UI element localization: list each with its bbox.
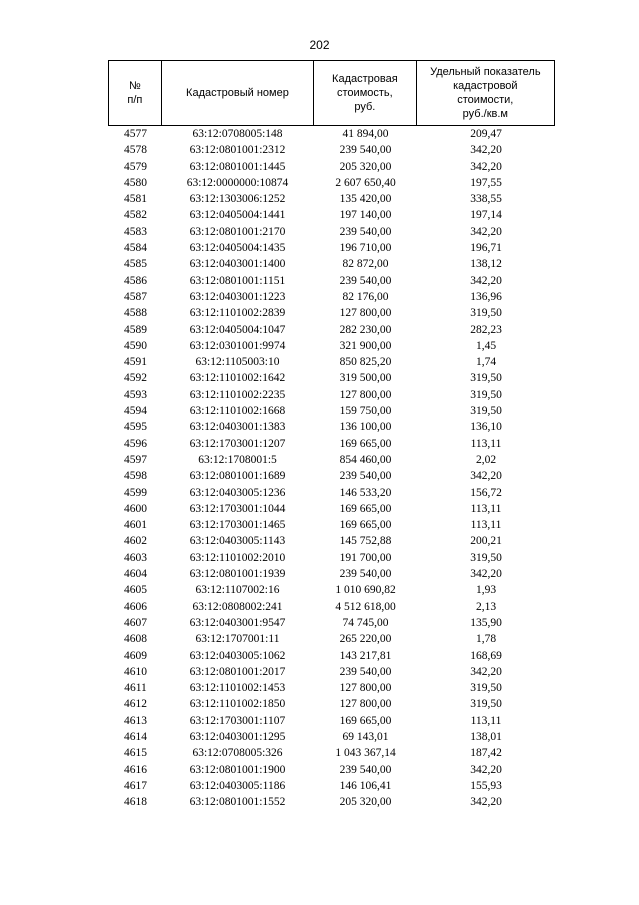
- row-cadastral-number: 63:12:0808002:241: [192, 600, 283, 613]
- row-cadastral-value: 239 540,00: [339, 763, 392, 776]
- row-num: 4617: [124, 779, 147, 792]
- row-specific-indicator: 200,21: [470, 535, 502, 548]
- header-num-label: № п/п: [127, 80, 143, 106]
- table-row: [108, 631, 555, 647]
- row-cadastral-value: 1 043 367,14: [335, 747, 396, 760]
- row-cadastral-value: 74 745,00: [342, 616, 389, 629]
- row-num: 4595: [124, 421, 147, 434]
- row-num: 4579: [124, 160, 147, 173]
- row-cadastral-value: 143 217,81: [339, 649, 392, 662]
- row-cadastral-value: 169 665,00: [339, 502, 392, 515]
- row-cadastral-value: 239 540,00: [339, 470, 392, 483]
- table-row: [108, 240, 555, 256]
- row-cadastral-value: 41 894,00: [342, 128, 389, 140]
- row-specific-indicator: 342,20: [470, 160, 502, 173]
- row-specific-indicator: 342,20: [470, 568, 502, 581]
- row-specific-indicator: 138,01: [470, 730, 502, 743]
- row-specific-indicator: 342,20: [470, 470, 502, 483]
- table-row: [108, 778, 555, 794]
- row-cadastral-value: 1 010 690,82: [335, 584, 396, 597]
- table-row: [108, 533, 555, 549]
- row-cadastral-number: 63:12:0405004:1435: [189, 242, 286, 255]
- row-cadastral-number: 63:12:0403001:9547: [189, 616, 286, 629]
- row-cadastral-value: 196 710,00: [339, 242, 392, 255]
- row-num: 4597: [124, 453, 147, 466]
- row-specific-indicator: 1,78: [475, 633, 497, 646]
- header-specific-indicator: [417, 61, 554, 125]
- cadastral-table: [108, 60, 555, 810]
- row-num: 4578: [124, 144, 147, 157]
- row-cadastral-value: 321 900,00: [339, 339, 392, 352]
- table-row: [108, 419, 555, 435]
- row-specific-indicator: 319,50: [470, 388, 502, 401]
- table-row: [108, 713, 555, 729]
- row-cadastral-number: 63:12:1101002:2235: [189, 388, 286, 401]
- row-specific-indicator: 342,20: [470, 274, 502, 287]
- table-row: [108, 224, 555, 240]
- table-row: [108, 550, 555, 566]
- header-cadastral-value: [314, 61, 417, 125]
- row-specific-indicator: 2,13: [475, 600, 497, 613]
- row-cadastral-number: 63:12:0301001:9974: [189, 339, 286, 352]
- row-num: 4585: [124, 258, 147, 271]
- row-cadastral-value: 239 540,00: [339, 568, 392, 581]
- row-cadastral-value: 127 800,00: [339, 388, 392, 401]
- row-cadastral-value: 850 825,20: [339, 356, 392, 369]
- row-cadastral-number: 63:12:1703001:1107: [189, 714, 286, 727]
- row-specific-indicator: 136,10: [470, 421, 502, 434]
- row-cadastral-value: 205 320,00: [339, 160, 392, 173]
- row-cadastral-value: 127 800,00: [339, 307, 392, 320]
- row-specific-indicator: 1,93: [475, 584, 497, 597]
- table-row: [108, 387, 555, 403]
- row-cadastral-number: 63:12:0801001:2170: [189, 225, 286, 238]
- row-cadastral-number: 63:12:1708001:5: [198, 453, 277, 466]
- table-row: [108, 680, 555, 696]
- table-row: [108, 338, 555, 354]
- row-cadastral-value: 282 230,00: [339, 323, 392, 336]
- table-row: [108, 436, 555, 452]
- row-specific-indicator: 197,14: [470, 209, 502, 222]
- table-row: [108, 142, 555, 158]
- row-cadastral-value: 135 420,00: [339, 193, 392, 206]
- row-cadastral-value: 191 700,00: [339, 551, 392, 564]
- table-row: [108, 582, 555, 598]
- row-cadastral-value: 169 665,00: [339, 714, 392, 727]
- row-num: 4588: [124, 307, 147, 320]
- row-cadastral-number: 63:12:1101002:1668: [189, 405, 286, 418]
- row-cadastral-number: 63:12:1107002:16: [195, 584, 280, 597]
- row-cadastral-number: 63:12:1105003:10: [195, 356, 280, 369]
- row-cadastral-value: 127 800,00: [339, 682, 392, 695]
- row-specific-indicator: 135,90: [470, 616, 502, 629]
- row-num: 4609: [124, 649, 147, 662]
- table-row: [108, 566, 555, 582]
- row-cadastral-number: 63:12:0405004:1441: [189, 209, 286, 222]
- row-num: 4615: [124, 747, 147, 760]
- row-cadastral-number: 63:12:0708005:148: [192, 128, 283, 140]
- row-cadastral-value: 239 540,00: [339, 274, 392, 287]
- row-specific-indicator: 282,23: [470, 323, 502, 336]
- row-specific-indicator: 2,02: [475, 453, 497, 466]
- row-cadastral-number: 63:12:0801001:1151: [189, 274, 286, 287]
- row-num: 4577: [124, 128, 147, 140]
- row-cadastral-value: 136 100,00: [339, 421, 392, 434]
- row-num: 4580: [124, 176, 147, 189]
- row-cadastral-number: 63:12:0801001:2017: [189, 665, 286, 678]
- row-num: 4608: [124, 633, 147, 646]
- table-row: [108, 599, 555, 615]
- row-cadastral-value: 146 106,41: [339, 779, 392, 792]
- row-specific-indicator: 155,93: [470, 779, 502, 792]
- row-specific-indicator: 319,50: [470, 698, 502, 711]
- row-specific-indicator: 196,71: [470, 242, 502, 255]
- table-row: [108, 322, 555, 338]
- row-cadastral-value: 854 460,00: [339, 453, 392, 466]
- row-specific-indicator: 319,50: [470, 307, 502, 320]
- table-row: [108, 696, 555, 712]
- row-specific-indicator: 1,74: [475, 356, 497, 369]
- table-row: [108, 485, 555, 501]
- row-cadastral-number: 63:12:0403001:1383: [189, 421, 286, 434]
- row-num: 4590: [124, 339, 147, 352]
- row-cadastral-value: 82 176,00: [342, 290, 389, 303]
- row-cadastral-value: 319 500,00: [339, 372, 392, 385]
- row-cadastral-number: 63:12:0405004:1047: [189, 323, 286, 336]
- row-cadastral-value: 169 665,00: [339, 519, 392, 532]
- row-cadastral-number: 63:12:1101002:2010: [189, 551, 286, 564]
- row-cadastral-value: 159 750,00: [339, 405, 392, 418]
- row-num: 4612: [124, 698, 147, 711]
- header-cadastral-value-label: Кадастровая стоимость, руб.: [332, 73, 398, 113]
- row-num: 4614: [124, 730, 147, 743]
- header-cadastral-number-label: Кадастровый номер: [186, 87, 289, 99]
- row-cadastral-number: 63:12:1707001:11: [195, 633, 280, 646]
- row-cadastral-number: 63:12:0708005:326: [192, 747, 283, 760]
- row-specific-indicator: 342,20: [470, 665, 502, 678]
- row-specific-indicator: 338,55: [470, 193, 502, 206]
- row-num: 4598: [124, 470, 147, 483]
- table-row: [108, 468, 555, 484]
- row-num: 4600: [124, 502, 147, 515]
- row-cadastral-value: 2 607 650,40: [335, 176, 396, 189]
- row-specific-indicator: 319,50: [470, 551, 502, 564]
- row-specific-indicator: 342,20: [470, 796, 502, 809]
- row-specific-indicator: 319,50: [470, 682, 502, 695]
- row-specific-indicator: 342,20: [470, 144, 502, 157]
- row-cadastral-number: 63:12:0403005:1062: [189, 649, 286, 662]
- row-cadastral-value: 145 752,88: [339, 535, 392, 548]
- row-cadastral-number: 63:12:0801001:1445: [189, 160, 286, 173]
- row-cadastral-value: 265 220,00: [339, 633, 392, 646]
- row-num: 4591: [124, 356, 147, 369]
- row-specific-indicator: 136,96: [470, 290, 502, 303]
- row-cadastral-value: 127 800,00: [339, 698, 392, 711]
- row-num: 4589: [124, 323, 147, 336]
- row-num: 4587: [124, 290, 147, 303]
- row-num: 4592: [124, 372, 147, 385]
- row-num: 4596: [124, 437, 147, 450]
- row-specific-indicator: 187,42: [470, 747, 502, 760]
- row-specific-indicator: 113,11: [470, 502, 502, 515]
- row-cadastral-number: 63:12:1703001:1207: [189, 437, 286, 450]
- row-cadastral-number: 63:12:0801001:1900: [189, 763, 286, 776]
- row-specific-indicator: 156,72: [470, 486, 502, 499]
- row-cadastral-number: 63:12:1101002:1850: [189, 698, 286, 711]
- row-cadastral-number: 63:12:0403005:1236: [189, 486, 286, 499]
- page-number: 202: [309, 38, 330, 52]
- table-row: [108, 517, 555, 533]
- row-num: 4603: [124, 551, 147, 564]
- row-num: 4582: [124, 209, 147, 222]
- row-specific-indicator: 1,45: [475, 339, 497, 352]
- row-specific-indicator: 319,50: [470, 372, 502, 385]
- row-cadastral-value: 82 872,00: [342, 258, 389, 271]
- row-num: 4613: [124, 714, 147, 727]
- table-row: [108, 289, 555, 305]
- row-cadastral-number: 63:12:0801001:2312: [189, 144, 286, 157]
- row-num: 4616: [124, 763, 147, 776]
- table-row: [108, 745, 555, 761]
- row-specific-indicator: 319,50: [470, 405, 502, 418]
- row-cadastral-number: 63:12:1303006:1252: [189, 193, 286, 206]
- table-row: [108, 256, 555, 272]
- row-specific-indicator: 113,11: [470, 519, 502, 532]
- row-cadastral-number: 63:12:1101002:2839: [189, 307, 286, 320]
- row-cadastral-number: 63:12:1703001:1044: [189, 502, 286, 515]
- row-num: 4618: [124, 796, 147, 809]
- row-cadastral-number: 63:12:0801001:1689: [189, 470, 286, 483]
- table-row: [108, 354, 555, 370]
- row-cadastral-value: 239 540,00: [339, 225, 392, 238]
- table-row: [108, 729, 555, 745]
- table-row: [108, 305, 555, 321]
- row-specific-indicator: 168,69: [470, 649, 502, 662]
- row-cadastral-value: 4 512 618,00: [335, 600, 396, 613]
- table-row: [108, 501, 555, 517]
- row-cadastral-number: 63:12:0403001:1400: [189, 258, 286, 271]
- row-num: 4581: [124, 193, 147, 206]
- row-num: 4602: [124, 535, 147, 548]
- row-num: 4605: [124, 584, 147, 597]
- table-body: [108, 126, 555, 810]
- row-cadastral-value: 205 320,00: [339, 796, 392, 809]
- row-cadastral-value: 239 540,00: [339, 144, 392, 157]
- table-row: [108, 191, 555, 207]
- table-row: [108, 648, 555, 664]
- table-row: [108, 794, 555, 810]
- row-num: 4583: [124, 225, 147, 238]
- row-cadastral-number: 63:12:0000000:10874: [186, 176, 289, 189]
- table-row: [108, 664, 555, 680]
- header-cadastral-number: [162, 61, 314, 125]
- table-row: [108, 615, 555, 631]
- row-specific-indicator: 138,12: [470, 258, 502, 271]
- row-num: 4607: [124, 616, 147, 629]
- row-cadastral-number: 63:12:0403005:1143: [189, 535, 286, 548]
- table-row: [108, 762, 555, 778]
- row-num: 4610: [124, 665, 147, 678]
- row-cadastral-value: 239 540,00: [339, 665, 392, 678]
- table-row: [108, 452, 555, 468]
- header-num: [109, 61, 162, 125]
- row-specific-indicator: 342,20: [470, 225, 502, 238]
- row-num: 4606: [124, 600, 147, 613]
- table-row: [108, 403, 555, 419]
- row-cadastral-number: 63:12:1101002:1642: [189, 372, 286, 385]
- row-num: 4601: [124, 519, 147, 532]
- row-specific-indicator: 342,20: [470, 763, 502, 776]
- row-specific-indicator: 197,55: [470, 176, 502, 189]
- row-specific-indicator: 113,11: [470, 437, 502, 450]
- row-cadastral-value: 69 143,01: [342, 730, 389, 743]
- row-cadastral-value: 146 533,20: [339, 486, 392, 499]
- table-row: [108, 207, 555, 223]
- row-cadastral-number: 63:12:0403001:1223: [189, 290, 286, 303]
- table-row: [108, 159, 555, 175]
- row-num: 4594: [124, 405, 147, 418]
- row-num: 4604: [124, 568, 147, 581]
- row-cadastral-number: 63:12:0801001:1552: [189, 796, 286, 809]
- row-cadastral-number: 63:12:0403001:1295: [189, 730, 286, 743]
- table-row: [108, 273, 555, 289]
- row-specific-indicator: 113,11: [470, 714, 502, 727]
- row-cadastral-number: 63:12:1703001:1465: [189, 519, 286, 532]
- row-specific-indicator: 209,47: [470, 128, 502, 140]
- row-cadastral-number: 63:12:0403005:1186: [189, 779, 286, 792]
- row-num: 4599: [124, 486, 147, 499]
- table-row: [108, 370, 555, 386]
- row-num: 4593: [124, 388, 147, 401]
- header-specific-indicator-label: Удельный показатель кадастровой стоимости, руб./кв.м: [430, 66, 541, 120]
- row-cadastral-number: 63:12:0801001:1939: [189, 568, 286, 581]
- table-row: [108, 126, 555, 142]
- row-num: 4586: [124, 274, 147, 287]
- row-cadastral-value: 169 665,00: [339, 437, 392, 450]
- row-num: 4611: [124, 682, 147, 695]
- row-num: 4584: [124, 242, 147, 255]
- row-cadastral-value: 197 140,00: [339, 209, 392, 222]
- row-cadastral-number: 63:12:1101002:1453: [189, 682, 286, 695]
- table-row: [108, 175, 555, 191]
- table-header: [108, 60, 555, 126]
